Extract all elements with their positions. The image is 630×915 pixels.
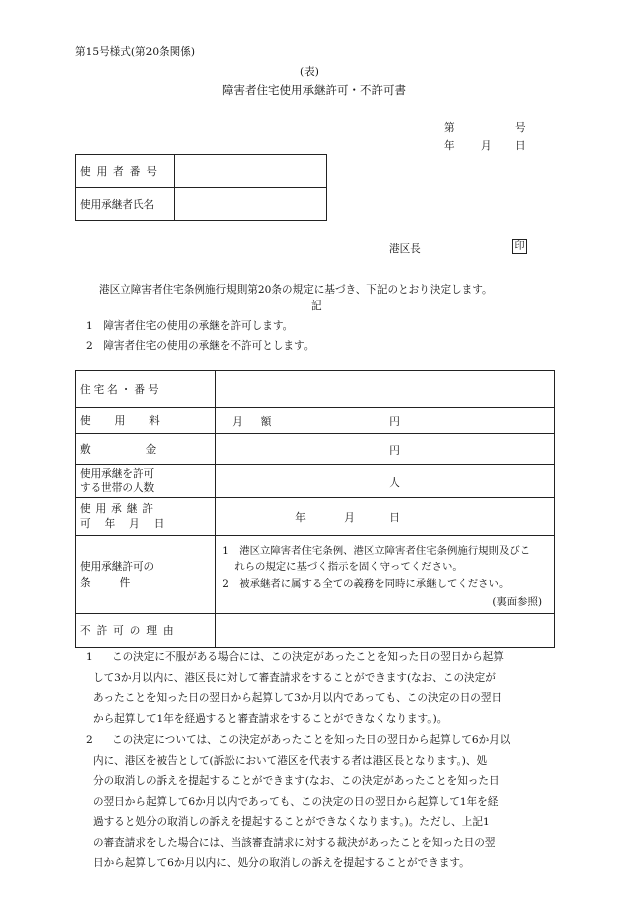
housing-field[interactable] [216, 371, 555, 408]
form-number: 第15号様式(第20条関係) [75, 46, 195, 58]
reason-field[interactable] [216, 614, 555, 648]
date-nen: 年 [444, 140, 455, 152]
page-title: 障害者住宅使用承継許可・不許可書 [222, 83, 406, 97]
condition-1b: れらの規定に基づく指示を固く守ってください。 [234, 561, 463, 573]
household-field[interactable] [216, 465, 555, 498]
reverse-ref: (裏面参照) [492, 596, 542, 608]
permit-date-label-line2: 可年月日 [80, 517, 179, 530]
note-2-line5: 過すると処分の取消しの訴えを提起することができなくなります。)。ただし、上記1 [93, 816, 490, 828]
reason-label: 不許可の理由 [76, 614, 216, 648]
decision-1-text: 障害者住宅の使用の承継を許可します。 [103, 320, 294, 332]
omote-label: (表) [300, 66, 319, 78]
note-1 [86, 647, 556, 729]
household-label-line2: する世帯の人数 [80, 482, 155, 494]
note-1-line1: この決定に不服がある場合には、この決定があったことを知った日の翌日から起算 [112, 651, 504, 663]
permit-nen: 年 [295, 512, 306, 524]
note-1-line4: から起算して1年を経過すると審査請求をすることができなくなります。)。 [93, 712, 448, 725]
note-2-line7: 日から起算して6か月以内に、処分の取消しの訴えを提起することができます。 [93, 857, 470, 869]
permit-date-label [76, 498, 216, 536]
deposit-label: 敷金 [76, 434, 216, 465]
decision-1 [86, 318, 293, 333]
note-2-num: 2 [86, 734, 93, 746]
permit-date-field[interactable] [216, 498, 555, 536]
user-number-label: 使用者番号 [76, 155, 175, 188]
household-persons: 人 [389, 477, 400, 489]
housing-label: 住宅名・番号 [76, 371, 216, 408]
applicant-table [75, 154, 327, 221]
decision-2-num: 2 [86, 340, 93, 352]
rent-yen: 円 [389, 416, 400, 428]
doc-number-go: 号 [515, 122, 526, 134]
detail-table [75, 370, 555, 648]
permit-date-label-line1: 使用承継許 [80, 502, 158, 515]
deposit-field[interactable] [216, 434, 555, 465]
ki-label: 記 [311, 300, 322, 312]
decision-2 [86, 338, 314, 353]
intro-text: 港区立障害者住宅条例施行規則第20条の規定に基づき、下記のとおり決定します。 [99, 284, 493, 296]
note-2-line3: 分の取消しの訴えを提起することができます(なお、この決定があったことを知った日 [93, 775, 500, 787]
note-2-line2: 内に、港区を被告として(訴訟において港区を代表する者は港区長となります。)、処 [93, 754, 488, 767]
note-1-line3: あったことを知った日の翌日から起算して3か月以内であっても、この決定の日の翌日 [93, 692, 503, 704]
doc-number-dai: 第 [444, 122, 455, 134]
rent-field[interactable] [216, 408, 555, 434]
seal-mark: 印 [512, 239, 527, 254]
household-label-line1: 使用承継を許可 [80, 468, 155, 480]
note-2-line6: の審査請求をした場合には、当該審査請求に対する裁決があったことを知った日の翌 [93, 836, 496, 849]
seal [512, 239, 527, 254]
conditions-label-line2: 条件 [80, 576, 160, 589]
successor-name-label: 使用承継者氏名 [76, 188, 175, 221]
date-tsuki: 月 [481, 140, 492, 152]
successor-name-field[interactable] [175, 188, 327, 221]
conditions-field [216, 536, 555, 614]
rent-label: 使用料 [76, 408, 216, 434]
deposit-yen: 円 [389, 445, 400, 457]
date-hi: 日 [515, 140, 526, 152]
note-2-line1: この決定については、この決定があったことを知った日の翌日から起算して6か月以 [112, 734, 511, 746]
condition-1a: 1 港区立障害者住宅条例、港区立障害者住宅条例施行規則及びこ [222, 545, 531, 557]
decision-1-num: 1 [86, 320, 93, 332]
decision-2-text: 障害者住宅の使用の承継を不許可とします。 [103, 340, 315, 352]
permit-tsuki: 月 [344, 512, 355, 524]
rent-monthly: 月額 [232, 416, 290, 428]
permit-hi: 日 [389, 512, 400, 524]
conditions-label [76, 536, 216, 614]
conditions-label-line1: 使用承継許可の [80, 560, 155, 573]
note-2-line4: の翌日から起算して6か月以内であっても、この決定の日の翌日から起算して1年を経 [93, 795, 499, 808]
issuer: 港区長 [389, 243, 421, 255]
condition-2: 2 被承継者に属する全ての義務を同時に承継してください。 [222, 578, 510, 590]
note-1-line2: して3か月以内に、港区長に対して審査請求をすることができます(なお、この決定が [93, 671, 496, 684]
user-number-field[interactable] [175, 155, 327, 188]
household-label [76, 465, 216, 498]
note-1-num: 1 [86, 651, 93, 663]
note-2 [86, 730, 556, 874]
